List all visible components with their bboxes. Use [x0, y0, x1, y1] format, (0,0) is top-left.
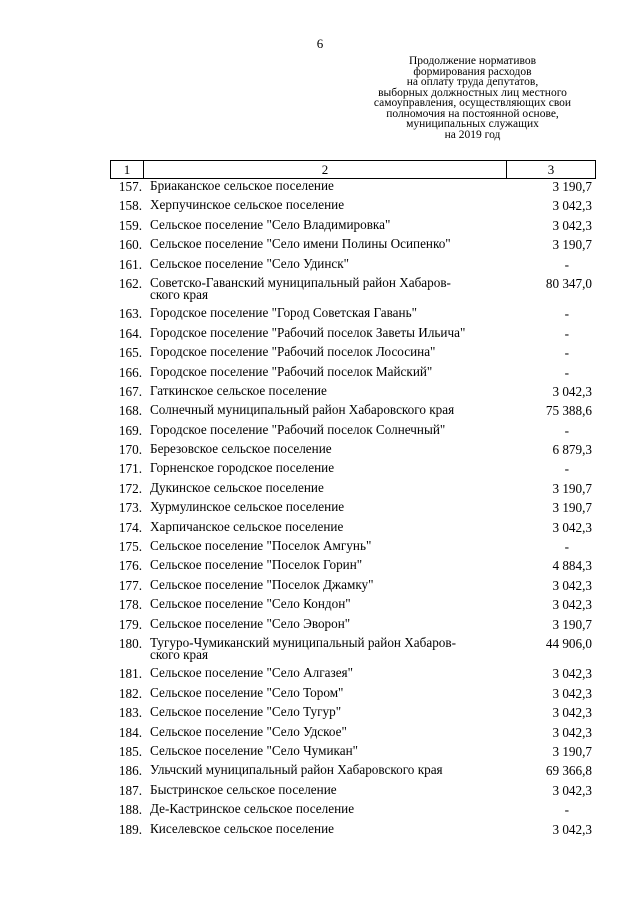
row-number: 185.: [118, 743, 142, 759]
header-col-2: 2: [144, 161, 507, 179]
row-number: 172.: [118, 480, 142, 496]
row-value: 3 190,7: [552, 480, 592, 496]
table-row: [110, 634, 596, 663]
row-name: [150, 667, 512, 681]
row-name-line: Сельское поселение "Село Удинск": [150, 255, 350, 271]
row-name-line: Гаткинское сельское поселение: [150, 382, 327, 398]
row-name: [150, 723, 512, 740]
row-value: -: [564, 539, 569, 555]
row-value: 3 042,3: [552, 705, 592, 721]
row-value: -: [564, 256, 569, 272]
table-row: [110, 479, 596, 496]
row-number: 188.: [118, 802, 142, 818]
row-name: [150, 443, 512, 457]
row-number: 176.: [118, 558, 142, 574]
row-value: 3 042,3: [552, 383, 592, 399]
table-row: [110, 199, 596, 213]
row-value: 4 884,3: [552, 558, 592, 574]
row-number: 186.: [118, 763, 142, 779]
row-name: [150, 706, 512, 720]
table-row: [110, 615, 596, 632]
row-value: 3 042,3: [552, 198, 592, 214]
row-value: 3 042,3: [552, 685, 592, 701]
row-number: 164.: [118, 325, 142, 341]
table-row: [110, 723, 596, 740]
row-number: 174.: [118, 519, 142, 535]
row-number: 170.: [118, 442, 142, 458]
table-row: [110, 684, 596, 701]
table-row: [110, 443, 596, 457]
row-value: 3 042,3: [552, 597, 592, 613]
row-name: [150, 615, 512, 632]
row-value: -: [564, 345, 569, 361]
row-name-line: Быстринское сельское поселение: [150, 781, 337, 797]
row-value: 44 906,0: [545, 635, 592, 651]
row-name-line: Сельское поселение "Поселок Амгунь": [150, 538, 372, 554]
row-name: [150, 781, 512, 798]
row-name-line: Сельское поселение "Село Владимировка": [150, 216, 391, 232]
row-name-line: Бриаканское сельское поселение: [150, 178, 334, 193]
table-row: [110, 346, 596, 360]
row-name-line: Дукинское сельское поселение: [150, 479, 324, 495]
row-value: 75 388,6: [545, 403, 592, 419]
row-number: 187.: [118, 782, 142, 798]
row-number: 183.: [118, 705, 142, 721]
table-row: [110, 781, 596, 798]
row-name: [150, 518, 512, 535]
row-name-line: Сельское поселение "Поселок Горин": [150, 557, 363, 573]
row-value: -: [564, 422, 569, 438]
row-name-line: Ульчский муниципальный район Хабаровского края: [150, 762, 443, 778]
header-col-3: 3: [507, 161, 596, 179]
row-value: 6 879,3: [552, 442, 592, 458]
continuation-line: на 2019 год: [444, 128, 501, 141]
row-value: 3 190,7: [552, 237, 592, 253]
table-row: [110, 540, 596, 554]
table-row: [110, 518, 596, 535]
row-name-line: Сельское поселение "Село Тором": [150, 684, 344, 700]
row-number: 173.: [118, 500, 142, 516]
row-name-line: Сельское поселение "Село Алгазея": [150, 665, 353, 681]
row-name-line: Городское поселение "Город Советская Гавань": [150, 305, 417, 321]
row-number: 158.: [118, 198, 142, 214]
row-name: [150, 199, 512, 213]
row-name: [150, 576, 512, 593]
row-name: [150, 462, 512, 476]
row-number: 162.: [118, 275, 142, 291]
row-value: 80 347,0: [545, 275, 592, 291]
row-name: [150, 421, 512, 438]
row-name: [150, 238, 512, 252]
page-number: 6: [316, 36, 324, 51]
row-name-line: Сельское поселение "Село Удское": [150, 723, 347, 739]
row-number: 179.: [118, 616, 142, 632]
row-number: 180.: [118, 635, 142, 651]
row-name: [150, 274, 512, 303]
continuation-line: самоуправления, осуществляющих свои: [373, 97, 572, 109]
continuation-line: муниципальных служащих: [406, 118, 539, 130]
row-name-line: Сельское поселение "Село имени Полины Осипенко": [150, 236, 451, 252]
table-row: [110, 324, 596, 341]
row-name-line: ского края: [150, 287, 209, 303]
table-body: [110, 180, 596, 842]
table-row: [110, 274, 596, 303]
table-row: [110, 598, 596, 612]
row-value: 3 042,3: [552, 217, 592, 233]
row-name-line: Сельское поселение "Село Кондон": [150, 596, 351, 612]
continuation-line: полномочия на постоянной основе,: [386, 107, 559, 120]
row-name-line: Сельское поселение "Поселок Джамку": [150, 576, 374, 592]
table-row: [110, 559, 596, 573]
row-value: -: [564, 325, 569, 341]
row-name: [150, 180, 512, 194]
continuation-line: на оплату труда депутатов,: [406, 76, 539, 88]
row-value: 3 042,3: [552, 821, 592, 837]
row-name: [150, 255, 512, 272]
row-number: 175.: [118, 539, 142, 555]
table-row: [110, 307, 596, 321]
row-number: 182.: [118, 685, 142, 701]
row-name-line: Де-Кастринское сельское поселение: [150, 801, 355, 817]
row-value: 3 190,7: [552, 743, 592, 759]
row-value: 3 042,3: [552, 724, 592, 740]
row-value: 3 190,7: [552, 179, 592, 194]
row-number: 160.: [118, 237, 142, 253]
row-number: 171.: [118, 461, 142, 477]
row-name-line: Киселевское сельское поселение: [150, 820, 335, 836]
table-header: [110, 160, 596, 179]
table-row: [110, 742, 596, 759]
table-row: [110, 216, 596, 233]
row-name-line: Солнечный муниципальный район Хабаровского края: [150, 402, 455, 418]
table-row: [110, 706, 596, 720]
row-name: [150, 764, 512, 778]
row-name: [150, 501, 512, 515]
row-number: 165.: [118, 345, 142, 361]
row-value: 69 366,8: [545, 763, 592, 779]
row-value: 3 042,3: [552, 666, 592, 682]
row-value: -: [564, 461, 569, 477]
row-name: [150, 216, 512, 233]
row-name-line: Городское поселение "Рабочий поселок Лососина": [150, 344, 436, 360]
row-value: 3 190,7: [552, 616, 592, 632]
row-number: 166.: [118, 364, 142, 380]
row-name-line: Сельское поселение "Село Эворон": [150, 615, 351, 631]
row-name-line: Херпучинское сельское поселение: [150, 197, 345, 213]
continuation-line: Продолжение нормативов: [408, 55, 537, 67]
table-row: [110, 421, 596, 438]
row-name: [150, 324, 512, 341]
table-row: [110, 667, 596, 681]
row-name-line: Хурмулинское сельское поселение: [150, 499, 345, 515]
row-value: 3 042,3: [552, 782, 592, 798]
continuation-heading: [345, 56, 600, 140]
row-value: 3 042,3: [552, 519, 592, 535]
table-row: [110, 404, 596, 418]
row-name: [150, 598, 512, 612]
table-row: [110, 382, 596, 399]
row-name: [150, 684, 512, 701]
row-name: [150, 820, 512, 837]
row-value: -: [564, 802, 569, 818]
continuation-line: формирования расходов: [413, 65, 532, 78]
row-name-line: Тугуро-Чумиканский муниципальный район Хабаров-: [150, 634, 457, 650]
table-row: [110, 576, 596, 593]
table-row: [110, 803, 596, 817]
row-name: [150, 363, 512, 380]
row-value: -: [564, 306, 569, 322]
table-row: [110, 820, 596, 837]
row-number: 167.: [118, 383, 142, 399]
row-name: [150, 803, 512, 817]
row-name-line: ского края: [150, 647, 209, 663]
table-row: [110, 255, 596, 272]
table-row: [110, 501, 596, 515]
table-row: [110, 462, 596, 476]
table-row: [110, 180, 596, 194]
row-name-line: Горненское городское поселение: [150, 460, 335, 476]
row-name-line: Городское поселение "Рабочий поселок Заветы Ильича": [150, 324, 466, 340]
row-name: [150, 404, 512, 418]
header-col-1: 1: [111, 161, 144, 179]
row-name-line: Советско-Гаванский муниципальный район Хабаров-: [150, 274, 451, 290]
row-number: 169.: [118, 422, 142, 438]
row-name-line: Сельское поселение "Село Чумикан": [150, 742, 359, 758]
row-name-line: Городское поселение "Рабочий поселок Майский": [150, 363, 433, 379]
row-name: [150, 382, 512, 399]
table-row: [110, 238, 596, 252]
row-number: 189.: [118, 821, 142, 837]
row-name-line: Харпичанское сельское поселение: [150, 518, 344, 534]
row-number: 168.: [118, 403, 142, 419]
table-row: [110, 363, 596, 380]
row-name: [150, 559, 512, 573]
row-name: [150, 346, 512, 360]
row-number: 177.: [118, 577, 142, 593]
row-name: [150, 634, 512, 663]
row-name: [150, 307, 512, 321]
row-number: 184.: [118, 724, 142, 740]
row-number: 181.: [118, 666, 142, 682]
row-number: 161.: [118, 256, 142, 272]
row-number: 163.: [118, 306, 142, 322]
row-value: 3 190,7: [552, 500, 592, 516]
row-name: [150, 479, 512, 496]
table-row: [110, 764, 596, 778]
row-value: 3 042,3: [552, 577, 592, 593]
row-number: 159.: [118, 217, 142, 233]
row-name-line: Городское поселение "Рабочий поселок Солнечный": [150, 421, 446, 437]
row-value: -: [564, 364, 569, 380]
row-name-line: Березовское сельское поселение: [150, 441, 332, 457]
row-number: 178.: [118, 597, 142, 613]
continuation-line: выборных должностных лиц местного: [378, 86, 567, 99]
row-name-line: Сельское поселение "Село Тугур": [150, 704, 342, 720]
row-number: 157.: [118, 179, 142, 194]
row-name: [150, 742, 512, 759]
row-name: [150, 540, 512, 554]
